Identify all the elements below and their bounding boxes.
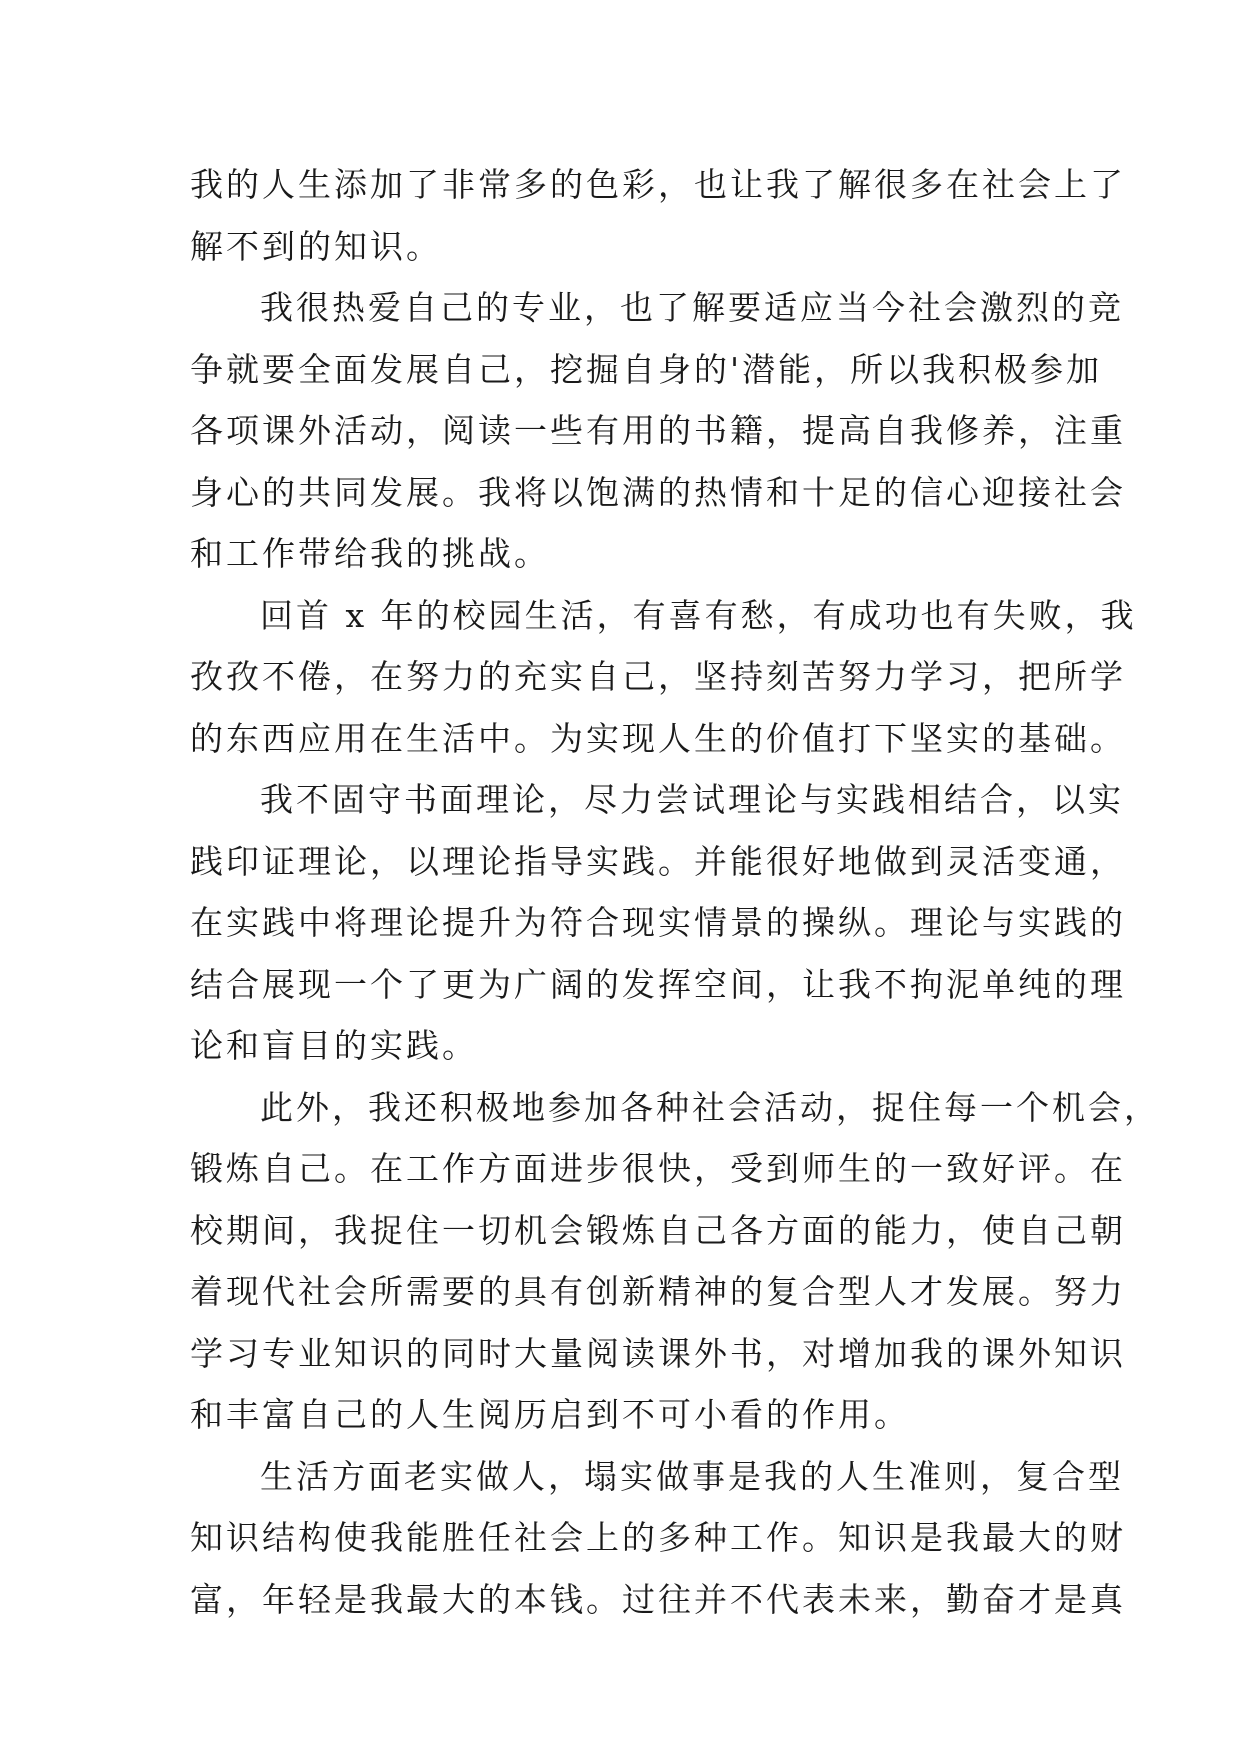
text-line: 生活方面老实做人，塌实做事是我的人生准则，复合型	[260, 1456, 1124, 1496]
text-line: 着现代社会所需要的具有创新精神的复合型人才发展。努力	[190, 1272, 1126, 1311]
text-line: 在实践中将理论提升为符合现实情景的操纵。理论与实践的	[190, 903, 1126, 942]
text-line: 此外，我还积极地参加各种社会活动，捉住每一个机会，	[260, 1087, 1160, 1127]
text-line: 身心的共同发展。我将以饱满的热情和十足的信心迎接社会	[190, 472, 1126, 512]
text-line: 知识结构使我能胜任社会上的多种工作。知识是我最大的财	[190, 1518, 1126, 1557]
text-line: 解不到的知识。	[190, 226, 442, 266]
text-line: 的东西应用在生活中。为实现人生的价值打下坚实的基础。	[190, 718, 1126, 758]
text-line: 我很热爱自己的专业，也了解要适应当今社会激烈的竞	[260, 288, 1124, 327]
text-line: 和丰富自己的人生阅历启到不可小看的作用。	[190, 1395, 910, 1434]
text-line: 争就要全面发展自己，挖掘自身的'潜能，所以我积极参加	[190, 349, 1103, 389]
text-line: 我不固守书面理论，尽力尝试理论与实践相结合，以实	[260, 780, 1124, 819]
text-line: 论和盲目的实践。	[190, 1026, 478, 1065]
text-line: 校期间，我捉住一切机会锻炼自己各方面的能力，使自己朝	[190, 1210, 1126, 1250]
text-line: 富，年轻是我最大的本钱。过往并不代表未来，勤奋才是真	[190, 1579, 1126, 1619]
body-text	[190, 154, 1160, 1630]
text-line: 孜孜不倦，在努力的充实自己，坚持刻苦努力学习，把所学	[190, 657, 1126, 696]
text-line: 各项课外活动，阅读一些有用的书籍，提高自我修养，注重	[190, 411, 1126, 450]
text-line: 和工作带给我的挑战。	[190, 534, 550, 573]
text-line: 锻炼自己。在工作方面进步很快，受到师生的一致好评。在	[190, 1149, 1126, 1188]
text-line: 回首 x 年的校园生活，有喜有愁，有成功也有失败，我	[260, 595, 1137, 635]
text-line: 结合展现一个了更为广阔的发挥空间，让我不拘泥单纯的理	[190, 964, 1126, 1004]
text-line: 我的人生添加了非常多的色彩，也让我了解很多在社会上了	[190, 165, 1126, 204]
text-line: 学习专业知识的同时大量阅读课外书，对增加我的课外知识	[190, 1333, 1126, 1373]
text-line: 践印证理论，以理论指导实践。并能很好地做到灵活变通，	[190, 841, 1126, 881]
